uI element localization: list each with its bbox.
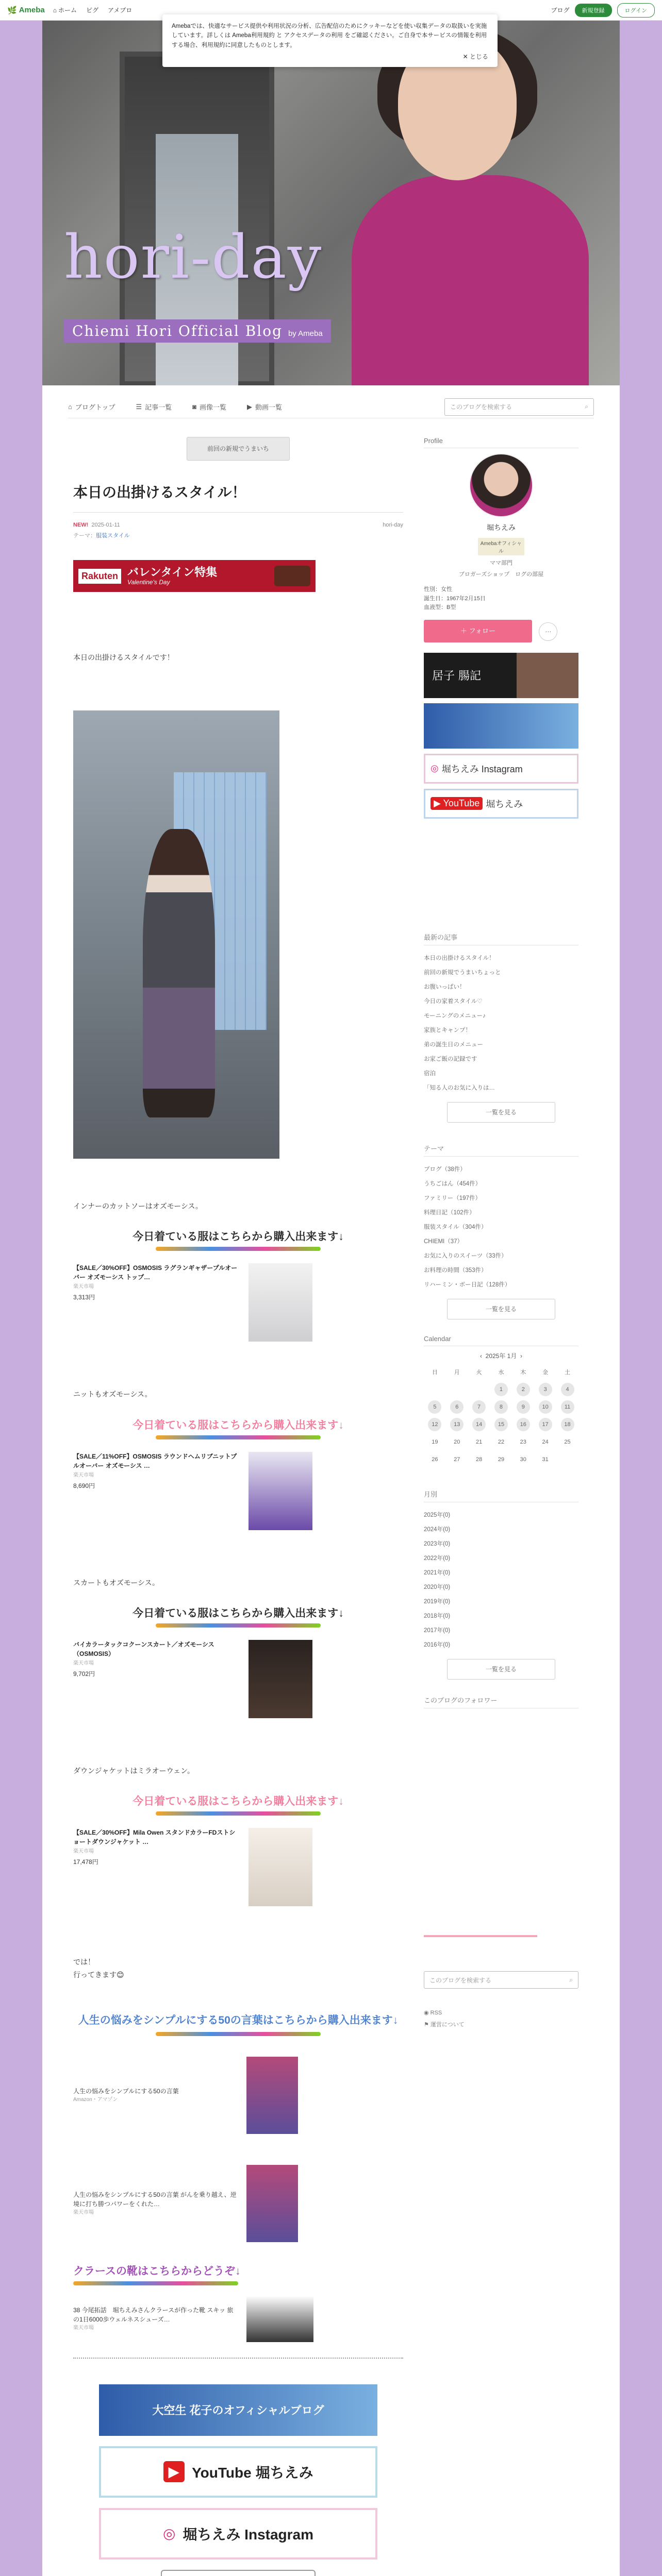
search-icon: ⌕ [569,1976,573,1984]
blog-search-input[interactable]: このブログを検索する ⌕ [444,398,594,416]
prev-article-button[interactable]: 前回の新規でうまいち [187,437,290,461]
instagram-icon: ◎ [431,763,439,774]
youtube-icon: ▶ [163,2461,185,2482]
camera-icon: ◙ [192,403,197,411]
article-continued: では！ 行ってきます😊 人生の悩みをシンプルにする50の言葉はこちらから購入出来ます↓ 人生の悩みをシンプルにする50の言葉 Amazon・アマゾン 人生の悩みをシンプルにする50の言葉 がんを乗り越え、逆境に打ち勝つパワーをくれた… 楽天市場 クラースの靴はこちらからどうぞ↓ 38 今尾拓話 堀ちえみさんクラースが作った靴 スキッ 旅の1日6000歩ウェルネスシューズ… 楽天市場 大空生 花子のオフィシャルブログ ▶ YouTube 堀ちえみ ◎ 堀ちえみ Instagram [73,1956,403,2576]
product-card[interactable]: 【SALE／30%OFF】Mila Owen スタンドカラーFDストショートダウンジャケット … 楽天市場 17,478円 [73,1828,403,1906]
list-item[interactable]: 料理日記（102件） [424,1209,475,1216]
nav-blog-top[interactable]: ⌂ ブログトップ [68,403,115,411]
recent-more-button[interactable]: 一覧を見る [447,1102,555,1123]
list-item[interactable]: 2022年(0) [424,1555,451,1562]
list-item[interactable]: 服装スタイル（304件） [424,1224,487,1230]
product-card[interactable]: 【SALE／30%OFF】OSMOSIS ラグランギャザープルオーバー オズモーシス トップ… 楽天市場 3,313円 [73,1263,403,1342]
search-icon: ⌕ [585,403,588,410]
nav-entries[interactable]: ☰ 記事一覧 [136,402,172,411]
article [73,437,403,1906]
follow-button[interactable]: ＋ フォロー [424,620,532,642]
list-item[interactable]: 2020年(0) [424,1584,451,1590]
list-item[interactable]: お腹いっぱい！ [424,984,466,990]
buy-heading: 今日着ている服はこちらから購入出来ます↓ [133,1795,344,1807]
video-icon: ▶ [247,402,253,411]
content-panel-lower [42,1935,620,2576]
paragraph: 本日の出掛けるスタイルです！ [73,653,174,662]
list-item[interactable]: 2023年(0) [424,1540,451,1547]
paragraph: ダウンジャケットはミラオーウェン。 [73,1766,194,1775]
paragraph: スカートもオズモーシス。 [73,1578,160,1587]
list-item[interactable]: 家族とキャンプ！ [424,1027,471,1033]
instagram-banner[interactable]: ◎ 堀ちえみ Instagram [99,2508,377,2560]
blog-nav [68,396,594,418]
content-panel [42,385,620,1935]
instagram-banner[interactable]: ◎ 堀ちえみ Instagram [424,754,578,784]
article-author[interactable]: hori-day [383,522,403,528]
blog-subtitle: Chiemi Hori Official Blog by Ameba [64,319,331,343]
list-item[interactable]: モーニングのメニュー♪ [424,1012,486,1019]
sidebar-lower [424,1971,578,2028]
archive-more-button[interactable]: 一覧を見る [447,1659,555,1680]
rss-icon: ◉ [424,2010,431,2016]
chevron-left-icon[interactable]: ‹ [479,1352,482,1360]
chocolate-image [274,566,310,586]
article-date: 2025-01-11 [91,522,120,528]
buy-heading: 今日着ている服はこちらから購入出来ます↓ [133,1607,344,1619]
class-heading: クラースの靴はこちらからどうぞ↓ [73,2265,241,2277]
profile-name[interactable]: 堀ちえみ [487,523,516,532]
outfit-photo[interactable] [73,710,279,1159]
list-item[interactable]: 2024年(0) [424,1526,451,1533]
profile-heading: Profile [424,437,578,448]
report-icon: ⚑ [424,2022,431,2028]
product-card[interactable]: バイカラータックコクーンスカート／オズモーシス（OSMOSIS） 楽天市場 9,702円 [73,1640,403,1718]
youtube-banner[interactable]: ▶ YouTube 堀ちえみ [424,789,578,819]
blog-title: hori-day [64,223,323,292]
list-item[interactable]: 宿泊 [424,1070,436,1077]
list-item[interactable]: お気に入りのスイーツ（33件） [424,1252,507,1259]
list-item[interactable]: お家ご飯の記録です [424,1056,477,1062]
product-image [249,1452,312,1530]
list-item[interactable]: 本日の出掛けるスタイル！ [424,955,495,961]
buy-heading: 今日着ている服はこちらから購入出来ます↓ [133,1419,344,1431]
paragraph: インナーのカットソーはオズモーシス。 [73,1202,203,1211]
list-item[interactable]: リハーミン・ボー日記（128件） [424,1281,511,1288]
list-item[interactable]: 今日の家着スタイル♡ [424,998,483,1005]
sidebar: Profile 堀ちえみ Amebaオフィシャル ママ部門 ブロガーズショップ ログの部屋 性別：女性 誕生日：1967年2月15日 血液型：B型 ＋ フォロー ⋯ 居子 腸記 ◎ 堀ちえみ Instagram ▶ YouTube 堀ちえみ 最新の記事 本日の出掛けるスタイル！ 前回の新規でうまいちょっと お腹いっぱい！ 今日の家着スタイル♡ モーニングのメニュー♪ 家族とキャンプ！ 弟の誕生日のメニュー お家ご飯の記録です 宿泊 「知る人のお気に入りは… 一覧を見る テーマ ブログ（38件） うちごはん（454件） ファミリー（197件） 料理日記（102件） 服装スタイル（304件） CHIEMI（37） お気に入りのスイーツ（33件） お料理の時間（353件） リハーミン・ボー日記（128件） 一覧を見る Calendar ‹ 2025年 1月 › 日 月 火 水 木 金 土 1 2 3 4 5 6 7 8 9 10 11 12 13 14 15 16 17 18 19 20 21 22 23 24 25 26 27 28 29 30 31 月別 2025年(0) 2024年(0) 2023年(0) 2022年(0) 2021年(0) 2020年(0) 2019年(0) 2018年(0) 2017年(0) 2016年(0) 一覧を見る このブログのフォロワー [424,437,578,1714]
avatar[interactable] [469,453,533,517]
shoe-image [246,2296,313,2342]
list-item[interactable]: 2018年(0) [424,1613,451,1619]
close-notice-button[interactable]: ✕ とじる [462,53,488,60]
topnav-home[interactable]: ⌂ ホーム [53,6,77,14]
archive-list [424,1507,578,1652]
buy-heading: 今日着ている服はこちらから購入出来ます↓ [133,1231,344,1243]
list-item[interactable]: ブログ（38件） [424,1166,466,1173]
list-item[interactable]: 2017年(0) [424,1627,451,1634]
article-title[interactable]: 本日の出掛けるスタイル！ [73,481,403,513]
ameba-leaf-icon: 🌿 [7,6,17,15]
youtube-banner[interactable]: ▶ YouTube 堀ちえみ [99,2446,377,2498]
list-item[interactable]: 2019年(0) [424,1598,451,1605]
paragraph: ニットもオズモーシス。 [73,1390,152,1399]
official-badge: Amebaオフィシャル [478,538,524,555]
ad-heading: 人生の悩みをシンプルにする50の言葉はこちらから購入出来ます↓ [78,2014,399,2027]
calendar-month: 2025年 1月 [485,1352,517,1360]
recent-heading: 最新の記事 [424,932,578,945]
new-badge: NEW! [73,522,89,528]
recent-list [424,951,578,1095]
product-card[interactable]: 人生の悩みをシンプルにする50の言葉 がんを乗り越え、逆境に打ち勝つパワーをくれた… 楽天市場 [73,2165,403,2242]
cookie-notice [162,14,498,67]
topnav-ameblo[interactable]: アメブロ [108,7,133,14]
official-blog-banner[interactable]: 大空生 花子のオフィシャルブログ [99,2384,377,2436]
youtube-icon: ▶ YouTube [431,797,483,810]
product-image [249,1828,312,1906]
list-item[interactable]: お料理の時間（353件） [424,1267,487,1274]
product-card[interactable]: 【SALE／11%OFF】OSMOSIS ラウンドヘムリブニットプルオーバー オズモーシス … 楽天市場 8,690円 [73,1452,403,1530]
list-item[interactable]: 2021年(0) [424,1569,451,1576]
book-banner[interactable]: 居子 腸記 [424,653,578,698]
rss-link[interactable]: RSS [430,2010,442,2016]
archive-heading: 月別 [424,1489,578,1502]
rakuten-logo: Rakuten [78,569,121,584]
chevron-right-icon[interactable]: › [520,1352,523,1360]
ameba-follow-banner[interactable] [161,2570,316,2576]
list-item[interactable]: 「知る人のお気に入りは… [424,1084,495,1091]
calendar: ‹ 2025年 1月 › 日 月 火 水 木 金 土 1 2 3 4 5 6 7 8 9 10 11 12 13 14 15 16 17 18 19 20 21 22 23 24 25 26 27 28 29 30 31 [424,1351,578,1468]
product-card[interactable]: 人生の悩みをシンプルにする50の言葉 Amazon・アマゾン [73,2057,403,2134]
followers-heading: このブログのフォロワー [424,1695,578,1708]
home-icon: ⌂ [53,6,57,14]
blog-search-input[interactable]: このブログを検索する ⌕ [424,1971,578,1989]
more-options-button[interactable]: ⋯ [539,622,557,641]
blog-link[interactable]: ブログ [551,7,570,14]
report-link[interactable]: 運営について [430,2022,465,2028]
calendar-heading: Calendar [424,1335,578,1346]
nav-videos[interactable]: ▶ 動画一覧 [247,402,283,411]
valentine-banner[interactable]: Rakuten バレンタイン特集 Valentine's Day [73,560,316,592]
list-item[interactable]: 弟の誕生日のメニュー [424,1041,483,1048]
register-button[interactable]: 新規登録 [575,4,612,17]
article-meta [73,522,403,528]
book-image [246,2165,298,2242]
login-button[interactable]: ログイン [617,3,655,18]
list-item[interactable]: 2016年(0) [424,1641,451,1648]
list-icon: ☰ [136,402,142,411]
topnav-pigg[interactable]: ピグ [86,7,98,14]
list-item[interactable]: CHIEMI（37） [424,1238,464,1245]
article-theme: テーマ：服装スタイル [73,533,130,539]
blog-header[interactable] [42,21,620,385]
theme-list [424,1162,578,1292]
official-blog-banner[interactable] [424,703,578,749]
nav-images[interactable]: ◙ 画像一覧 [192,403,227,411]
theme-more-button[interactable]: 一覧を見る [447,1299,555,1319]
home-icon: ⌂ [68,403,72,411]
product-card[interactable]: 38 今尾拓話 堀ちえみさんクラースが作った靴 スキッ 旅の1日6000歩ウェルネスシューズ… 楽天市場 [73,2296,403,2342]
theme-link[interactable]: 服装スタイル [96,533,130,539]
product-image [249,1640,312,1718]
list-item[interactable]: 前回の新規でうまいちょっと [424,969,501,976]
ameba-logo[interactable]: 🌿 Ameba [7,6,45,15]
list-item[interactable]: ファミリー（197件） [424,1195,481,1201]
product-image [249,1263,312,1342]
instagram-icon: ◎ [162,2526,176,2542]
list-item[interactable]: うちごはん（454件） [424,1180,482,1187]
book-image [246,2057,298,2134]
list-item[interactable]: 2025年(0) [424,1512,451,1518]
theme-heading: テーマ [424,1143,578,1157]
cookie-notice-text: Amebaでは、快適なサービス提供や利用状況の分析、広告配信のためにクッキーなどを使い収集データの取扱いを実施しています。詳しくは Ameba利用規約 と アクセスデータの利用 をご確認ください。ご自身で本サービスの情報を利用する場合、利用規約に同意したものとします。 [172,23,487,48]
header-portrait [331,21,599,385]
